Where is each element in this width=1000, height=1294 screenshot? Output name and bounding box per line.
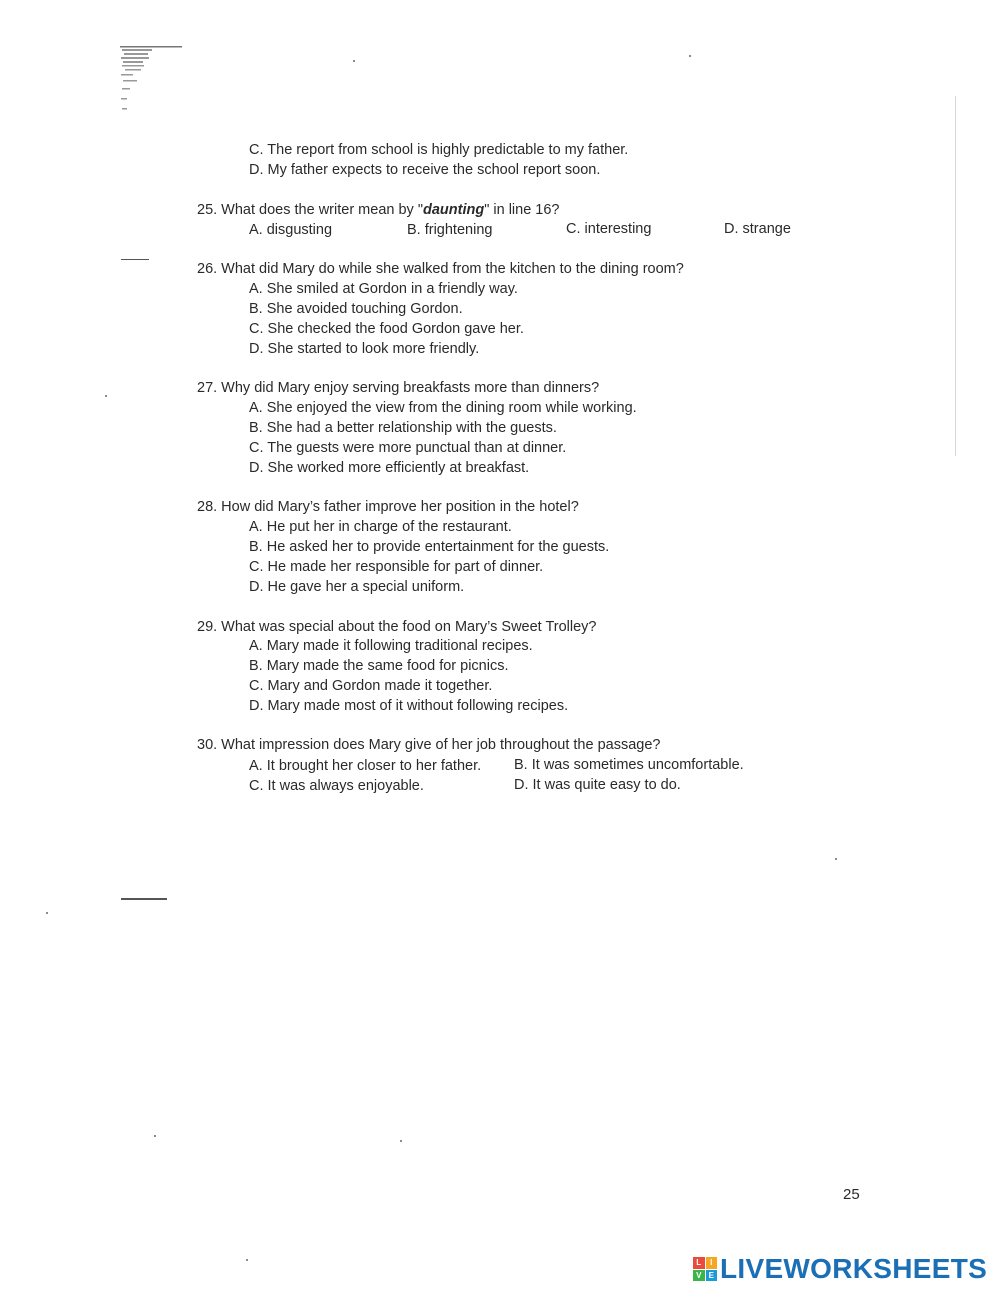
option-25-a: A. disgusting	[249, 222, 333, 238]
question-29-stem: 29. What was special about the food on Mary’s Sweet Trolley?	[197, 619, 597, 635]
liveworksheets-logo-icon	[693, 1257, 717, 1281]
option-27-d: D. She worked more efficiently at breakfast.	[249, 460, 530, 476]
scan-dot	[689, 55, 691, 57]
option-24-d: D. My father expects to receive the school report soon.	[249, 162, 601, 178]
scan-margin-line	[955, 96, 956, 456]
option-28-c: C. He made her responsible for part of dinner.	[249, 559, 544, 575]
scan-dot	[400, 1140, 402, 1142]
question-25-emphasis: daunting	[422, 202, 485, 218]
option-27-a: A. She enjoyed the view from the dining room while working.	[249, 400, 637, 416]
logo-tile: L	[693, 1257, 705, 1269]
question-25-suffix: " in line 16?	[484, 202, 560, 218]
option-26-b: B. She avoided touching Gordon.	[249, 301, 463, 317]
option-28-a: A. He put her in charge of the restaurant.	[249, 519, 512, 535]
brand-name: LIVEWORKSHEETS	[720, 1253, 988, 1284]
option-27-c: C. The guests were more punctual than at dinner.	[249, 440, 567, 456]
liveworksheets-logo[interactable]	[693, 1253, 987, 1285]
option-25-c: C. interesting	[566, 221, 652, 237]
scan-dot	[105, 395, 107, 397]
option-26-c: C. She checked the food Gordon gave her.	[249, 321, 524, 337]
scan-dot	[246, 1259, 248, 1261]
option-25-b: B. frightening	[407, 222, 493, 238]
option-24-c: C. The report from school is highly predictable to my father.	[249, 142, 629, 158]
option-30-d: D. It was quite easy to do.	[514, 777, 681, 793]
option-30-b: B. It was sometimes uncomfortable.	[514, 757, 744, 773]
option-30-c: C. It was always enjoyable.	[249, 778, 424, 794]
scan-dot	[154, 1135, 156, 1137]
page-number: 25	[843, 1186, 860, 1203]
logo-tile: V	[693, 1270, 705, 1282]
option-29-d: D. Mary made most of it without following recipes.	[249, 698, 569, 714]
question-25-prefix: 25. What does the writer mean by "	[197, 202, 423, 218]
question-27-stem: 27. Why did Mary enjoy serving breakfasts more than dinners?	[197, 380, 600, 396]
option-26-a: A. She smiled at Gordon in a friendly way.	[249, 281, 518, 297]
option-29-b: B. Mary made the same food for picnics.	[249, 658, 509, 674]
question-26-stem: 26. What did Mary do while she walked from the kitchen to the dining room?	[197, 261, 684, 277]
question-28-stem: 28. How did Mary’s father improve her position in the hotel?	[197, 499, 579, 515]
option-29-a: A. Mary made it following traditional recipes.	[249, 638, 533, 654]
scan-dot	[353, 60, 355, 62]
question-25-stem	[197, 201, 560, 219]
scan-dot	[835, 858, 837, 860]
scan-mark-left-1	[121, 259, 149, 260]
option-26-d: D. She started to look more friendly.	[249, 341, 480, 357]
option-27-b: B. She had a better relationship with the guests.	[249, 420, 557, 436]
option-28-b: B. He asked her to provide entertainment for the guests.	[249, 539, 610, 555]
option-25-d: D. strange	[724, 221, 791, 237]
question-30-stem: 30. What impression does Mary give of her job throughout the passage?	[197, 737, 661, 753]
logo-tile: E	[706, 1270, 718, 1282]
option-30-a: A. It brought her closer to her father.	[249, 758, 482, 774]
option-28-d: D. He gave her a special uniform.	[249, 579, 465, 595]
scan-speckle-corner	[120, 46, 182, 116]
logo-tile: I	[706, 1257, 718, 1269]
scan-mark-left-2	[121, 898, 167, 900]
scan-dot	[46, 912, 48, 914]
option-29-c: C. Mary and Gordon made it together.	[249, 678, 493, 694]
